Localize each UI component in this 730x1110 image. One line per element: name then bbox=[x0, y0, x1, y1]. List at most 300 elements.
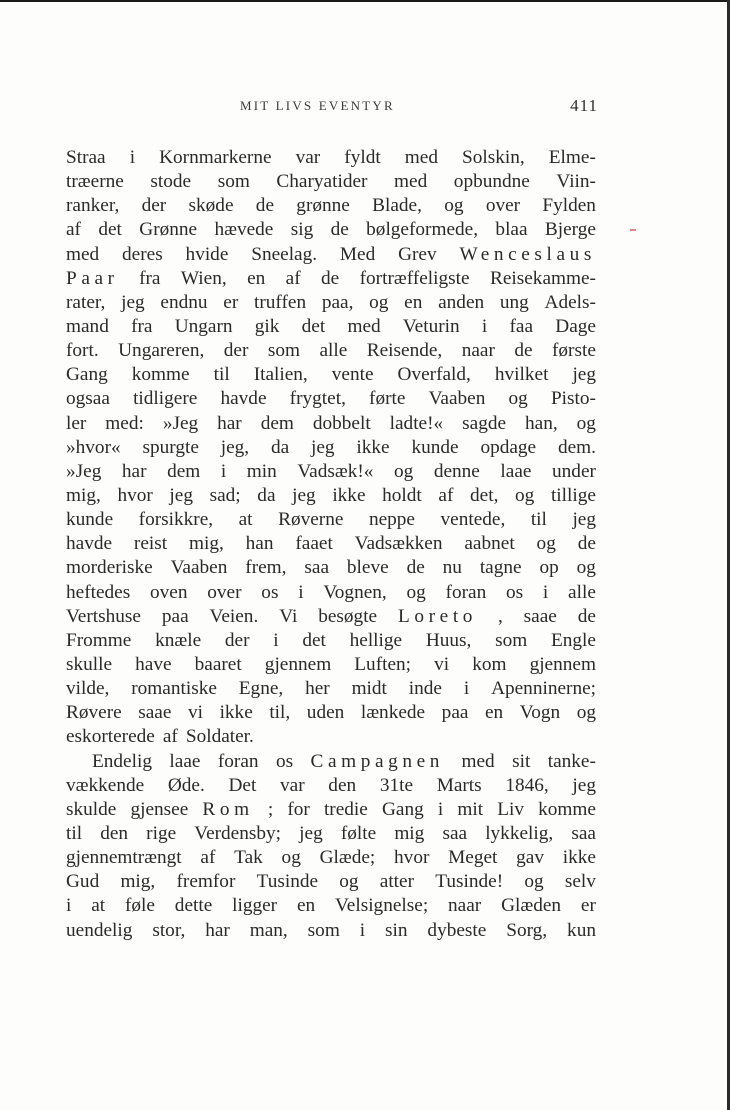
word: Gud bbox=[66, 871, 100, 893]
text-line bbox=[66, 581, 596, 605]
text-line bbox=[66, 170, 596, 194]
word: jeg bbox=[169, 484, 193, 506]
word: Gang bbox=[381, 798, 424, 820]
word: kunde bbox=[66, 509, 114, 531]
word: Dage bbox=[555, 315, 596, 337]
word: det bbox=[302, 629, 326, 651]
word: gjennem bbox=[529, 653, 596, 675]
word: er bbox=[223, 291, 239, 313]
word: af bbox=[162, 726, 178, 748]
word: frygtet, bbox=[289, 388, 346, 410]
word: jeg bbox=[299, 822, 323, 844]
word: Reisende, bbox=[366, 340, 443, 362]
word: denne bbox=[433, 460, 480, 482]
word: af bbox=[438, 484, 454, 506]
text-line bbox=[66, 846, 596, 870]
word: skulle bbox=[66, 653, 113, 675]
word: Elme- bbox=[548, 147, 596, 168]
word: os bbox=[275, 750, 294, 772]
word: i bbox=[298, 581, 304, 603]
word: i bbox=[66, 895, 72, 917]
word: Reisekamme- bbox=[489, 267, 596, 289]
word: mand bbox=[66, 315, 109, 337]
word: opbundne bbox=[453, 171, 530, 193]
word: og bbox=[576, 557, 596, 579]
word: dem bbox=[167, 460, 201, 482]
word: Grev bbox=[398, 243, 437, 265]
word: Bjerge bbox=[544, 219, 596, 241]
word: gjennemtrængt bbox=[66, 847, 182, 869]
word: holdt bbox=[382, 484, 422, 506]
word: og bbox=[515, 484, 535, 506]
word: atter bbox=[379, 871, 415, 893]
word: Ungarn bbox=[174, 315, 233, 337]
word: spurgte bbox=[142, 436, 199, 458]
word: her bbox=[305, 678, 330, 700]
word: Luften; bbox=[354, 653, 412, 675]
word: over bbox=[485, 195, 521, 217]
word: tagne bbox=[479, 557, 522, 579]
text-line bbox=[66, 194, 596, 218]
word: fra bbox=[131, 315, 153, 337]
text-line bbox=[66, 243, 596, 267]
word: gik bbox=[254, 315, 280, 337]
word: aabnet bbox=[464, 533, 515, 555]
word: Veturin bbox=[402, 315, 460, 337]
word: opdage bbox=[480, 436, 537, 458]
word: i bbox=[437, 798, 444, 820]
word: Endelig bbox=[92, 750, 152, 772]
word: mit bbox=[457, 798, 484, 820]
word: heftedes bbox=[66, 581, 131, 603]
word: laae bbox=[169, 750, 201, 772]
word: naar bbox=[448, 895, 482, 917]
word: paa bbox=[441, 702, 469, 724]
word: havde bbox=[220, 388, 267, 410]
word: sit bbox=[512, 750, 531, 772]
word: os bbox=[261, 581, 279, 603]
word: og bbox=[576, 412, 596, 434]
word: alle bbox=[568, 581, 596, 603]
word: bølgeformede, bbox=[366, 219, 479, 241]
word: anden bbox=[438, 291, 485, 313]
word: i bbox=[359, 919, 366, 941]
word: og bbox=[406, 581, 426, 603]
word: og bbox=[536, 533, 556, 555]
word: fremfor bbox=[176, 871, 236, 893]
word: kom bbox=[472, 653, 507, 675]
word: besøgte bbox=[318, 605, 378, 627]
word: fort. bbox=[66, 340, 99, 362]
word: ogsaa bbox=[66, 388, 110, 410]
word: fra bbox=[139, 267, 161, 289]
word: og bbox=[524, 871, 544, 893]
word: der bbox=[224, 629, 250, 651]
word: Sorg, bbox=[506, 919, 548, 941]
word: føle bbox=[124, 895, 155, 917]
text-line bbox=[66, 798, 596, 822]
word: knæle bbox=[155, 629, 202, 651]
text-line bbox=[66, 822, 596, 846]
word: Det bbox=[228, 774, 257, 796]
text-line bbox=[66, 701, 596, 725]
word: komme bbox=[131, 364, 190, 386]
text-line bbox=[66, 315, 596, 339]
word: at bbox=[91, 895, 106, 917]
word: med bbox=[394, 171, 428, 193]
word: og bbox=[393, 460, 414, 482]
word: morderiske bbox=[66, 557, 153, 579]
word: Wien, bbox=[180, 267, 227, 289]
word: de bbox=[330, 219, 349, 241]
word: Italien, bbox=[253, 364, 308, 386]
word: have bbox=[135, 653, 172, 675]
word: forsikkre, bbox=[138, 509, 214, 531]
word: min bbox=[246, 460, 277, 482]
word: og bbox=[576, 702, 596, 724]
word: faaet bbox=[295, 533, 333, 555]
word: vækkende bbox=[66, 774, 145, 796]
word: vi bbox=[188, 702, 203, 724]
word: dette bbox=[174, 895, 213, 917]
text-line bbox=[66, 750, 596, 774]
text-line bbox=[66, 146, 596, 170]
word: da bbox=[257, 484, 276, 506]
word: de bbox=[255, 195, 274, 217]
word: selv bbox=[564, 871, 596, 893]
word: man, bbox=[249, 919, 288, 941]
word: Grønne bbox=[139, 219, 198, 241]
page-header bbox=[66, 98, 598, 126]
word: Glæden bbox=[501, 895, 562, 917]
word: gjennem bbox=[264, 653, 332, 675]
margin-mark bbox=[630, 229, 636, 231]
word: de bbox=[406, 557, 425, 579]
word: romantiske bbox=[131, 678, 217, 700]
word: dobbelt bbox=[312, 412, 371, 434]
text-line bbox=[66, 339, 596, 363]
word: og bbox=[281, 847, 301, 869]
word: har bbox=[217, 412, 242, 434]
word: jeg bbox=[572, 509, 596, 531]
word: neppe bbox=[368, 509, 415, 531]
word: vi bbox=[434, 653, 450, 675]
word: følte bbox=[340, 822, 377, 844]
word: i bbox=[481, 315, 488, 337]
word: han, bbox=[525, 412, 558, 434]
running-title: MIT LIVS EVENTYR bbox=[240, 98, 395, 113]
word: at bbox=[238, 509, 253, 531]
word: mig, bbox=[66, 484, 101, 506]
word: hævede bbox=[214, 219, 274, 241]
word: en bbox=[296, 895, 316, 917]
word: naar bbox=[461, 340, 495, 362]
word: »hvor« bbox=[66, 436, 121, 458]
word: hvor bbox=[117, 484, 153, 506]
word: Apenninerne; bbox=[491, 678, 596, 700]
word: Vadsækken bbox=[354, 533, 443, 555]
word: med bbox=[347, 315, 381, 337]
word: blaa bbox=[495, 219, 528, 241]
word: fyldt bbox=[344, 147, 381, 168]
spaced-name: Campagnen bbox=[310, 750, 445, 772]
word: som bbox=[307, 919, 340, 941]
word: til bbox=[530, 509, 547, 531]
word: rater, bbox=[66, 291, 106, 313]
word: 31te bbox=[379, 774, 414, 796]
word: paa bbox=[161, 605, 189, 627]
word: lykkelig, bbox=[485, 822, 554, 844]
word: endnu bbox=[160, 291, 208, 313]
word: Overfald, bbox=[397, 364, 471, 386]
word: sig bbox=[290, 219, 314, 241]
word: ikke bbox=[356, 436, 390, 458]
word: sagde bbox=[462, 412, 507, 434]
word: saa bbox=[571, 822, 596, 844]
word: Vaaben bbox=[428, 388, 486, 410]
word: Med bbox=[339, 243, 376, 265]
text-line bbox=[66, 919, 596, 943]
word: tillige bbox=[550, 484, 596, 506]
word: dem. bbox=[557, 436, 596, 458]
word: ung bbox=[499, 291, 529, 313]
word: saae bbox=[138, 702, 172, 724]
word: førte bbox=[369, 388, 406, 410]
word: Vertshuse bbox=[66, 605, 141, 627]
word: Straa bbox=[66, 147, 106, 168]
word: Røverne bbox=[278, 509, 344, 531]
word: til, bbox=[269, 702, 291, 724]
word: med bbox=[461, 750, 495, 772]
word: foran bbox=[217, 750, 259, 772]
word: da bbox=[270, 436, 290, 458]
word: over bbox=[207, 581, 242, 603]
text-line bbox=[66, 508, 596, 532]
word: saa bbox=[304, 557, 330, 579]
word: lænkede bbox=[360, 702, 426, 724]
word: hvor bbox=[394, 847, 430, 869]
text-line bbox=[66, 605, 596, 629]
word: var bbox=[280, 774, 305, 796]
word: træerne bbox=[66, 171, 124, 193]
word: Adels- bbox=[544, 291, 596, 313]
word: ventede, bbox=[440, 509, 506, 531]
word: med: bbox=[105, 412, 144, 434]
word: tanke- bbox=[547, 750, 596, 772]
text-line bbox=[66, 725, 596, 749]
word: jeg bbox=[121, 291, 145, 313]
scan-edge-top bbox=[0, 0, 730, 2]
word: 1846, bbox=[505, 774, 549, 796]
word: for bbox=[287, 798, 310, 820]
spaced-name: Loreto bbox=[398, 605, 478, 627]
word: faa bbox=[509, 315, 534, 337]
word: nu bbox=[442, 557, 462, 579]
word: Meget bbox=[448, 847, 498, 869]
word: Egne, bbox=[238, 678, 284, 700]
text-line bbox=[66, 460, 596, 484]
word: som bbox=[495, 629, 528, 651]
word: Fylden bbox=[542, 195, 596, 217]
word: med bbox=[404, 147, 438, 168]
word: mig, bbox=[120, 871, 156, 893]
word: hellige bbox=[349, 629, 403, 651]
word: stode bbox=[150, 171, 192, 193]
word: der bbox=[141, 195, 167, 217]
word: Tak bbox=[234, 847, 263, 869]
word: gav bbox=[516, 847, 544, 869]
word: det, bbox=[470, 484, 499, 506]
text-line bbox=[66, 484, 596, 508]
word: var bbox=[295, 147, 321, 168]
word: mig bbox=[394, 822, 425, 844]
word: foran bbox=[445, 581, 487, 603]
word: eskorterede bbox=[66, 726, 155, 748]
word: Vi bbox=[279, 605, 298, 627]
word: »Jeg bbox=[162, 412, 199, 434]
word: kunde bbox=[411, 436, 459, 458]
word: ranker, bbox=[66, 195, 120, 217]
word: Fromme bbox=[66, 629, 132, 651]
word: ikke bbox=[332, 484, 366, 506]
word: Vaaben bbox=[170, 557, 228, 579]
word: Tusinde bbox=[256, 871, 319, 893]
word: det bbox=[98, 219, 122, 241]
word: jeg bbox=[572, 774, 596, 796]
text-line bbox=[66, 267, 596, 291]
word: laae bbox=[500, 460, 532, 482]
word: de bbox=[514, 340, 533, 362]
text-line bbox=[66, 774, 596, 798]
word: til bbox=[213, 364, 230, 386]
word: gjensee bbox=[130, 798, 189, 820]
word: af bbox=[285, 267, 301, 289]
text-line bbox=[66, 677, 596, 701]
word: Tusinde! bbox=[435, 871, 504, 893]
word: har bbox=[121, 460, 147, 482]
word: jeg bbox=[292, 484, 316, 506]
text-line bbox=[66, 556, 596, 580]
word: og bbox=[444, 195, 464, 217]
word: Pisto- bbox=[550, 388, 596, 410]
word: Sneelag. bbox=[251, 243, 318, 265]
word: Engle bbox=[550, 629, 596, 651]
word: Huus, bbox=[425, 629, 472, 651]
word: Gang bbox=[66, 364, 108, 386]
word: »Jeg bbox=[66, 460, 102, 482]
word: sin bbox=[385, 919, 408, 941]
word: med bbox=[66, 243, 100, 265]
word: Blade, bbox=[372, 195, 422, 217]
word: havde bbox=[66, 533, 113, 555]
word: saa bbox=[442, 822, 468, 844]
word: ikke bbox=[562, 847, 596, 869]
word: der bbox=[223, 340, 249, 362]
word: truffen bbox=[253, 291, 307, 313]
word: og bbox=[369, 291, 389, 313]
body-text bbox=[66, 146, 596, 943]
word: i bbox=[463, 678, 470, 700]
word: Vogn bbox=[519, 702, 561, 724]
word: ; bbox=[267, 798, 274, 820]
word: ligger bbox=[232, 895, 278, 917]
word: baaret bbox=[194, 653, 242, 675]
word: dem bbox=[260, 412, 294, 434]
word: Velsignelse; bbox=[335, 895, 429, 917]
word: Charyatider bbox=[276, 171, 368, 193]
word: alle bbox=[319, 340, 348, 362]
word: jeg bbox=[572, 364, 596, 386]
word: de bbox=[321, 267, 340, 289]
word: han bbox=[245, 533, 274, 555]
word: Kornmarkerne bbox=[159, 147, 272, 168]
word: Liv bbox=[497, 798, 524, 820]
word: ikke bbox=[219, 702, 253, 724]
word: Glæde; bbox=[319, 847, 376, 869]
word: tidligere bbox=[133, 388, 198, 410]
text-line bbox=[66, 436, 596, 460]
word: frem, bbox=[245, 557, 287, 579]
word: af bbox=[200, 847, 216, 869]
word: og bbox=[508, 388, 528, 410]
word: de bbox=[577, 533, 596, 555]
spaced-name: Rom bbox=[202, 798, 254, 820]
word: kun bbox=[567, 919, 596, 941]
word: Veien. bbox=[209, 605, 259, 627]
word: under bbox=[552, 460, 596, 482]
word: i bbox=[220, 460, 227, 482]
word: Viin- bbox=[556, 171, 596, 193]
word: hvide bbox=[185, 243, 229, 265]
word: i bbox=[273, 629, 279, 651]
word: op bbox=[539, 557, 559, 579]
word: i bbox=[542, 581, 549, 603]
word: Verdensby; bbox=[194, 822, 282, 844]
word: Marts bbox=[436, 774, 482, 796]
spaced-name: Paar bbox=[66, 267, 119, 289]
word: første bbox=[552, 340, 596, 362]
word: Soldater. bbox=[185, 726, 254, 748]
text-line bbox=[66, 412, 596, 436]
word: sad; bbox=[209, 484, 241, 506]
word: som bbox=[217, 171, 250, 193]
word: reist bbox=[133, 533, 168, 555]
text-line bbox=[66, 291, 596, 315]
word: bleve bbox=[346, 557, 389, 579]
page-number: 411 bbox=[570, 96, 598, 115]
word: uden bbox=[306, 702, 345, 724]
word: jeg, bbox=[220, 436, 250, 458]
text-line bbox=[66, 870, 596, 894]
word: saae bbox=[523, 605, 557, 627]
word: , bbox=[497, 605, 503, 627]
word: paa, bbox=[321, 291, 354, 313]
word: er bbox=[580, 895, 596, 917]
word: den bbox=[328, 774, 357, 796]
word: Ungareren, bbox=[118, 340, 205, 362]
word: Vognen, bbox=[323, 581, 387, 603]
word: har bbox=[205, 919, 230, 941]
word: uendelig bbox=[66, 919, 133, 941]
word: midt bbox=[351, 678, 387, 700]
word: mig, bbox=[188, 533, 224, 555]
word: som bbox=[267, 340, 300, 362]
text-line bbox=[66, 363, 596, 387]
word: og bbox=[339, 871, 359, 893]
word: det bbox=[301, 315, 326, 337]
word: oven bbox=[150, 581, 188, 603]
word: en bbox=[404, 291, 423, 313]
